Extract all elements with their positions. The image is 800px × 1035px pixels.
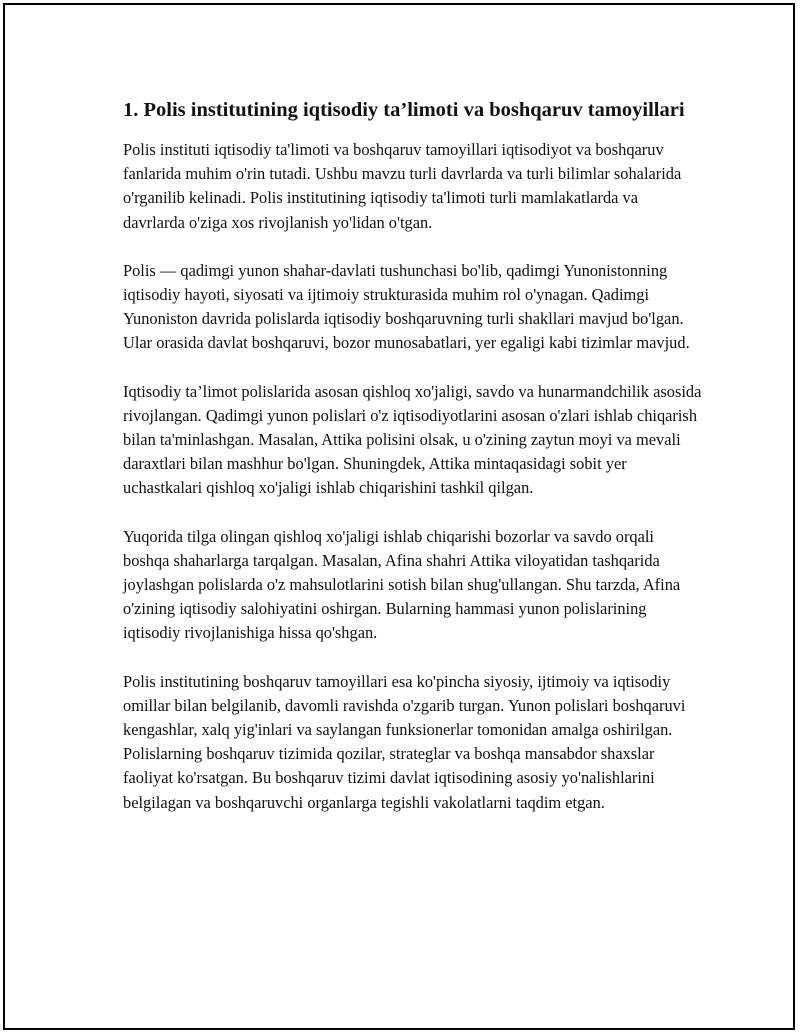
- page-frame: [3, 3, 795, 1030]
- section-title: 1. Polis institutining iqtisodiy ta’limoti va boshqaruv tamoyillari: [123, 99, 685, 121]
- paragraph-4: Yuqorida tilga olingan qishloq xo'jaligi ishlab chiqarishi bozorlar va savdo orqali boshqa shaharlarga tarqalgan. Masalan, Afina shahri Attika viloyatidan tashqarida joylashgan polislarda o'z mahsulotlarini sotish bilan shug'ullangan. Shu tarzda, Afina o'zining iqtisodiy salohiyatini oshirgan. Bularning hammasi yunon polislarining iqtisodiy rivojlanishiga hissa qo'shgan.: [123, 526, 681, 643]
- paragraph-2: Polis — qadimgi yunon shahar-davlati tushunchasi bo'lib, qadimgi Yunonistonning iqtisodiy hayoti, siyosati va ijtimoiy strukturasida muhim rol o'ynagan. Qadimgi Yunoniston davrida polislarda iqtisodiy boshqaruvning turli shakllari mavjud bo'lgan. Ular orasida davlat boshqaruvi, bozor munosabatlari, yer egaligi kabi tizimlar mavjud.: [123, 260, 690, 353]
- paragraph-1: Polis instituti iqtisodiy ta'limoti va boshqaruv tamoyillari iqtisodiyot va boshqaruv fanlarida muhim o'rin tutadi. Ushbu mavzu turli davrlarda va turli bilimlar sohalarida o'rganilib kelinadi. Polis institutining iqtisodiy ta'limoti turli mamlakatlarda va davrlarda o'ziga xos rivojlanish yo'lidan o'tgan.: [123, 140, 682, 232]
- paragraph-5: Polis institutining boshqaruv tamoyillari esa ko'pincha siyosiy, ijtimoiy va iqtisodiy omillar bilan belgilanib, davomli ravishda o'zgarib turgan. Yunon polislari boshqaruvi kengashlar, xalq yig'inlari va saylangan funksionerlar tomonidan amalga oshirilgan. Polislarning boshqaruv tizimida qozilar, strateglar va boshqa mansabdor shaxslar faoliyat ko'rsatgan. Bu boshqaruv tizimi davlat iqtisodining asosiy yo'nalishlarini belgilagan va boshqaruvchi organlarga tegishli vakolatlarni taqdim etgan.: [123, 671, 686, 812]
- document-body: [123, 97, 703, 839]
- paragraph-3: Iqtisodiy ta’limot polislarida asosan qishloq xo'jaligi, savdo va hunarmandchilik asosida rivojlangan. Qadimgi yunon polislari o'z iqtisodiyotlarini asosan o'zlari ishlab chiqarish bilan ta'minlashgan. Masalan, Attika polisini olsak, u o'zining zaytun moyi va mevali daraxtlari bilan mashhur bo'lgan. Shuningdek, Attika mintaqasidagi sobit yer uchastkalari qishloq xo'jaligi ishlab chiqarishini tashkil qilgan.: [123, 381, 702, 498]
